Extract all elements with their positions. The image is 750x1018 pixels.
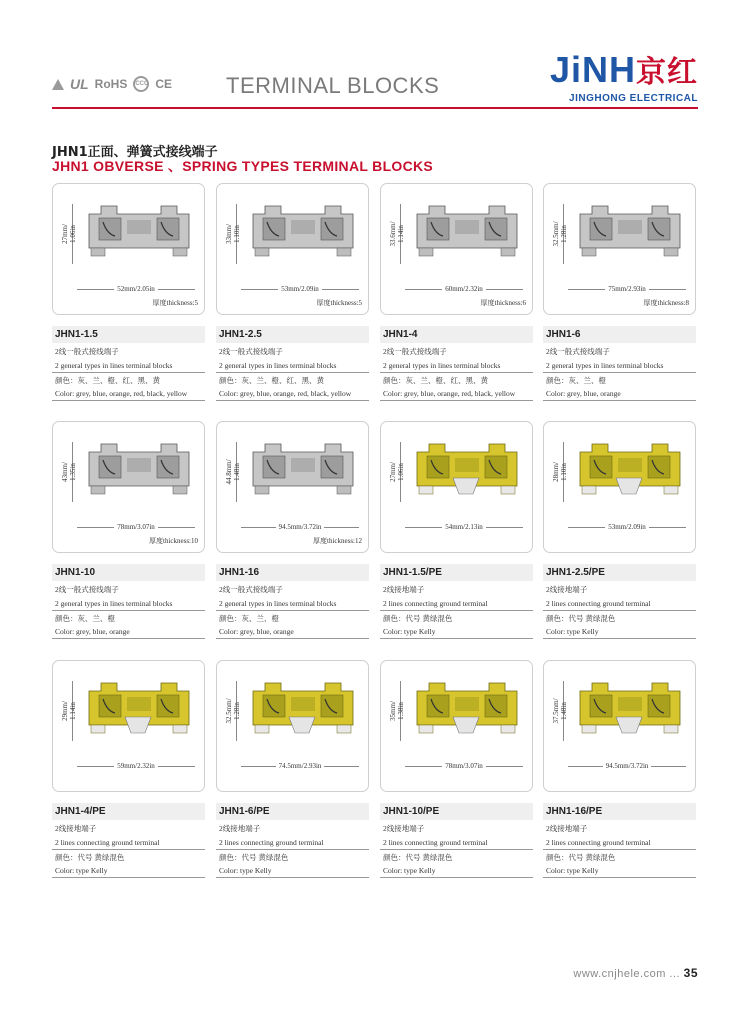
footer-url: www.cnjhele.com ... (573, 968, 681, 980)
description-en: 2 lines connecting ground terminal (216, 839, 369, 851)
product-item (52, 660, 205, 878)
description-en: 2 general types in lines terminal blocks (543, 362, 696, 374)
product-item (52, 183, 205, 401)
width-label: 78mm/3.07in (117, 523, 155, 531)
model-label: JHN1-4/PE (52, 803, 205, 820)
color-cn: 颜色：代号 黄绿混色 (383, 614, 453, 623)
height-dimension (225, 204, 239, 264)
product-image-card (216, 421, 369, 553)
terminal-block-image (413, 438, 521, 498)
color-cn: 颜色：灰、兰、橙 (546, 376, 606, 385)
description-cn: 2线接地端子 (219, 824, 261, 833)
product-item (543, 183, 696, 401)
terminal-block-image (413, 200, 521, 260)
model-label: JHN1-1.5/PE (380, 564, 533, 581)
description-en: 2 lines connecting ground terminal (52, 839, 205, 851)
ce-mark-icon: CE (155, 77, 173, 91)
color-en: Color: grey, blue, orange, red, black, yellow (380, 390, 533, 402)
logo-subtitle: JINGHONG ELECTRICAL (569, 93, 698, 104)
model-label: JHN1-6 (543, 326, 696, 343)
description-cn: 2线接地端子 (55, 824, 97, 833)
brand-logo (488, 49, 698, 104)
product-item (216, 660, 369, 878)
thickness-label: 厚度thickness:10 (149, 537, 198, 545)
color-en: Color: type Kelly (380, 867, 533, 879)
color-en: Color: type Kelly (543, 628, 696, 640)
width-label: 74.5mm/2.93in (278, 762, 322, 770)
height-dimension (61, 681, 75, 741)
warning-triangle-icon (52, 79, 64, 90)
description-en: 2 lines connecting ground terminal (543, 839, 696, 851)
width-dimension (241, 522, 359, 532)
description-cn: 2线一般式接线端子 (546, 347, 610, 356)
product-image-card (543, 660, 696, 792)
product-item (216, 421, 369, 639)
width-label: 53mm/2.09in (608, 523, 646, 531)
height-dimension (225, 681, 239, 741)
width-dimension (568, 284, 686, 294)
product-image-card (216, 183, 369, 315)
model-label: JHN1-1.5 (52, 326, 205, 343)
width-label: 52mm/2.05in (117, 285, 155, 293)
height-dimension (552, 204, 566, 264)
height-dimension (61, 204, 75, 264)
terminal-block-image (576, 677, 684, 737)
height-label: 29mm/ 1.14in (61, 701, 77, 721)
description-en: 2 lines connecting ground terminal (380, 839, 533, 851)
height-dimension (225, 442, 239, 502)
product-image-card (543, 183, 696, 315)
section-title-cn: JHN1正面、弹簧式接线端子 (52, 145, 218, 160)
thickness-label: 厚度thickness:6 (480, 299, 526, 307)
description-en: 2 general types in lines terminal blocks (380, 362, 533, 374)
height-label: 37.5mm/ 1.48in (552, 698, 568, 724)
width-label: 60mm/2.32in (445, 285, 483, 293)
ul-mark-icon: UL (70, 76, 89, 92)
logo-en: JiNH (549, 49, 636, 90)
model-label: JHN1-10/PE (380, 803, 533, 820)
height-label: 35mm/ 1.38in (389, 701, 405, 721)
model-label: JHN1-16/PE (543, 803, 696, 820)
width-dimension (77, 761, 195, 771)
height-dimension (552, 442, 566, 502)
color-en: Color: type Kelly (380, 628, 533, 640)
terminal-block-image (249, 438, 357, 498)
description-cn: 2线一般式接线端子 (55, 347, 119, 356)
product-image-card (52, 183, 205, 315)
model-label: JHN1-2.5 (216, 326, 369, 343)
width-dimension (241, 761, 359, 771)
color-cn: 颜色：灰、兰、橙 (219, 614, 279, 623)
page-number: 35 (683, 966, 698, 980)
product-item (380, 660, 533, 878)
product-image-card (380, 660, 533, 792)
color-cn: 颜色：代号 黄绿混色 (546, 853, 616, 862)
product-item (380, 421, 533, 639)
width-dimension (77, 522, 195, 532)
product-image-card (380, 183, 533, 315)
product-image-card (380, 421, 533, 553)
width-label: 94.5mm/3.72in (605, 762, 649, 770)
width-dimension (241, 284, 359, 294)
terminal-block-image (85, 200, 193, 260)
color-cn: 颜色：灰、兰、橙、红、黑、黄 (219, 376, 324, 385)
description-cn: 2线接地端子 (546, 585, 588, 594)
color-cn: 颜色：代号 黄绿混色 (219, 853, 289, 862)
height-dimension (389, 442, 403, 502)
thickness-label: 厚度thickness:12 (313, 537, 362, 545)
width-dimension (405, 522, 523, 532)
height-label: 33.6mm/ 1.14in (389, 221, 405, 247)
description-cn: 2线一般式接线端子 (55, 585, 119, 594)
color-en: Color: grey, blue, orange (543, 390, 696, 402)
product-image-card (543, 421, 696, 553)
terminal-block-image (576, 438, 684, 498)
logo-cn: 京红 (636, 55, 698, 90)
description-en: 2 general types in lines terminal blocks (216, 362, 369, 374)
color-cn: 颜色：代号 黄绿混色 (383, 853, 453, 862)
description-en: 2 general types in lines terminal blocks (52, 600, 205, 612)
description-en: 2 lines connecting ground terminal (543, 600, 696, 612)
product-item (52, 421, 205, 639)
height-label: 44.8mm/ 1.48in (225, 459, 241, 485)
color-en: Color: type Kelly (216, 867, 369, 879)
height-label: 43mm/ 1.35in (61, 462, 77, 482)
height-dimension (552, 681, 566, 741)
width-dimension (568, 522, 686, 532)
model-label: JHN1-4 (380, 326, 533, 343)
terminal-block-image (249, 677, 357, 737)
header-divider (52, 107, 698, 109)
color-en: Color: grey, blue, orange, red, black, yellow (52, 390, 205, 402)
height-label: 27mm/ 1.06in (61, 224, 77, 244)
color-en: Color: grey, blue, orange (216, 628, 369, 640)
color-cn: 颜色：代号 黄绿混色 (546, 614, 616, 623)
page-footer (573, 966, 698, 980)
rohs-mark: RoHS (94, 77, 128, 91)
description-cn: 2线一般式接线端子 (219, 585, 283, 594)
color-cn: 颜色：灰、兰、橙、红、黑、黄 (383, 376, 488, 385)
model-label: JHN1-16 (216, 564, 369, 581)
model-label: JHN1-6/PE (216, 803, 369, 820)
description-cn: 2线接地端子 (383, 824, 425, 833)
width-dimension (568, 761, 686, 771)
height-dimension (61, 442, 75, 502)
terminal-block-image (413, 677, 521, 737)
product-image-card (52, 421, 205, 553)
color-en: Color: type Kelly (543, 867, 696, 879)
width-label: 94.5mm/3.72in (278, 523, 322, 531)
height-dimension (389, 681, 403, 741)
thickness-label: 厚度thickness:8 (643, 299, 689, 307)
certification-marks (52, 76, 172, 92)
width-dimension (405, 284, 523, 294)
color-en: Color: grey, blue, orange (52, 628, 205, 640)
product-item (543, 421, 696, 639)
section-title-en: JHN1 OBVERSE 、SPRING TYPES TERMINAL BLOCKS (52, 158, 434, 174)
description-en: 2 general types in lines terminal blocks (216, 600, 369, 612)
height-dimension (389, 204, 403, 264)
description-cn: 2线一般式接线端子 (219, 347, 283, 356)
width-dimension (405, 761, 523, 771)
width-label: 53mm/2.09in (281, 285, 319, 293)
model-label: JHN1-10 (52, 564, 205, 581)
height-label: 27mm/ 1.06in (389, 462, 405, 482)
terminal-block-image (576, 200, 684, 260)
product-item (380, 183, 533, 401)
header-title: TERMINAL BLOCKS (226, 73, 440, 98)
description-en: 2 lines connecting ground terminal (380, 600, 533, 612)
model-label: JHN1-2.5/PE (543, 564, 696, 581)
width-label: 78mm/3.07in (445, 762, 483, 770)
terminal-block-image (85, 677, 193, 737)
product-image-card (216, 660, 369, 792)
thickness-label: 厚度thickness:5 (152, 299, 198, 307)
product-item (543, 660, 696, 878)
page-header (0, 0, 750, 112)
width-dimension (77, 284, 195, 294)
height-label: 33mm/ 1.10in (225, 224, 241, 244)
width-label: 54mm/2.13in (445, 523, 483, 531)
terminal-block-image (249, 200, 357, 260)
width-label: 59mm/2.32in (117, 762, 155, 770)
height-label: 32.5mm/ 1.28in (225, 698, 241, 724)
ccc-mark-icon: CCC (133, 76, 149, 92)
height-label: 28mm/ 1.10in (552, 462, 568, 482)
height-label: 32.5mm/ 1.28in (552, 221, 568, 247)
width-label: 75mm/2.93in (608, 285, 646, 293)
color-cn: 颜色：代号 黄绿混色 (55, 853, 125, 862)
description-cn: 2线接地端子 (546, 824, 588, 833)
color-en: Color: type Kelly (52, 867, 205, 879)
product-item (216, 183, 369, 401)
color-cn: 颜色：灰、兰、橙、红、黑、黄 (55, 376, 160, 385)
thickness-label: 厚度thickness:5 (316, 299, 362, 307)
color-en: Color: grey, blue, orange, red, black, yellow (216, 390, 369, 402)
description-cn: 2线接地端子 (383, 585, 425, 594)
description-cn: 2线一般式接线端子 (383, 347, 447, 356)
color-cn: 颜色：灰、兰、橙 (55, 614, 115, 623)
terminal-block-image (85, 438, 193, 498)
description-en: 2 general types in lines terminal blocks (52, 362, 205, 374)
product-image-card (52, 660, 205, 792)
